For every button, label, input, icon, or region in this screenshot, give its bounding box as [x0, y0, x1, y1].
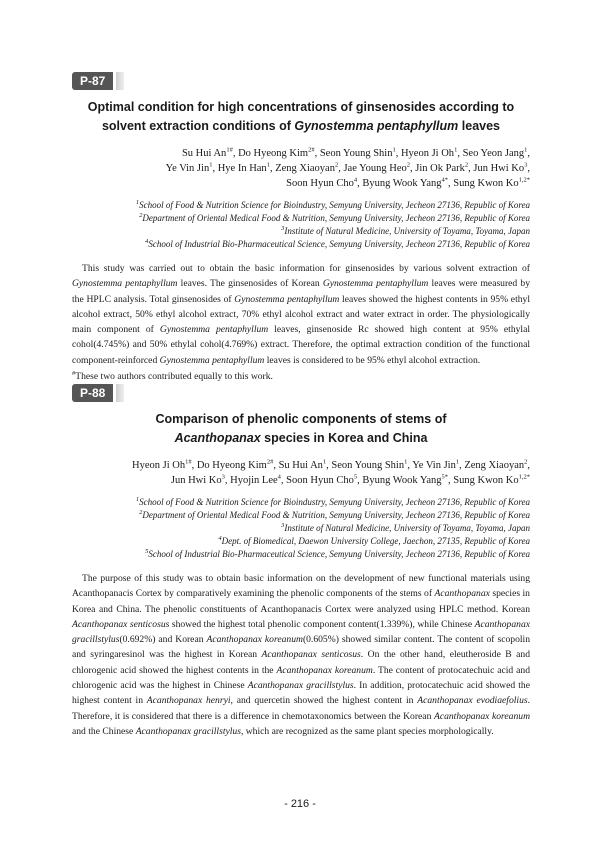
author-affiliation-mark: 3 — [221, 473, 225, 481]
tag-shade — [116, 72, 124, 90]
abstract-title: Comparison of phenolic components of stems of Acanthopanax species in Korea and China — [155, 412, 447, 445]
author-name: Su Hui An — [278, 460, 323, 471]
author-name: Hyeon Ji Oh — [131, 460, 186, 471]
author-affiliation-mark: 4 — [277, 473, 281, 481]
author-name: Jun Hwi Ko — [473, 163, 525, 174]
equal-contribution-note: #These two authors contributed equally to this work. — [72, 369, 273, 383]
author-name: Byung Wook Yang — [362, 178, 442, 189]
author-name: Seo Yeon Jang — [462, 148, 525, 159]
affiliation-line: $^1$School of Food & Nutrition Science for Bioindustry, Semyung University, Jecheon 27136, Republic of Korea — [135, 496, 530, 507]
abstract-body: This study was carried out to obtain the basic information for ginsenosides by various solvent extraction of Gynostemma pentaphyllum leaves. The ginsenosides of Korean Gynostemma pentaphyllum leaves were measured by the HPLC analysis. Total ginsenosides of Gynostemma pentaphyllum leaves showed the highest contents in 95% ethyl alcohol extract, 50% ethyl alcohol extract, 70% ethyl alcohol extract and water extract in order. The physiologically main component of Gynostemma pentaphyllum leaves, ginsenoside Rc showed high content at 95% ethylal cohol(4.745%) and 50% ethylal cohol(4.769%) extract. Therefore, the optimal extraction condition of the functional component-reinforced Gynostemma pentaphyllum leaves is considered to be 95% ethyl alcohol extraction. — [72, 263, 531, 366]
author-affiliation-mark: 2# — [308, 146, 315, 154]
affiliation-line: $^4$Dept. of Biomedical, Daewon University College, Jaechon, 27135, Republic of Korea — [218, 535, 530, 546]
author-name: Zeng Xiaoyan — [275, 163, 335, 174]
author-affiliation-mark: 2 — [524, 458, 528, 466]
author-name: Soon Hyun Cho — [286, 475, 354, 486]
author-affiliation-mark: 1,2* — [518, 473, 530, 481]
affiliation-line: $^2$Department of Oriental Medical Food & Nutrition, Semyung University, Jecheon 27136, Republic of Korea — [139, 509, 530, 520]
author-affiliation-mark: 1 — [392, 146, 396, 154]
affiliation-line: $^3$Institute of Natural Medicine, University of Toyama, Toyama, Japan — [281, 225, 530, 236]
author-affiliation-mark: 5 — [353, 473, 358, 481]
abstract-p87 — [72, 72, 530, 384]
affiliation-line: $^2$Department of Oriental Medical Food & Nutrition, Semyung University, Jecheon 27136, Republic of Korea — [139, 212, 530, 223]
author-affiliation-mark: 3 — [524, 161, 528, 169]
author-name: Ye Vin Jin — [165, 163, 210, 174]
author-name: Byung Wook Yang — [362, 475, 442, 486]
author-name: Jin Ok Park — [415, 163, 465, 174]
page-number: - 216 - — [284, 798, 316, 810]
author-affiliation-mark: 1# — [226, 146, 233, 154]
abstract-body: The purpose of this study was to obtain basic information on the development of new functional materials using Acanthopanacis Cortex by comparatively examining the phenolic components of the stems of Acanthopanax species in Korea and China. The phenolic constituents of Acanthopanacis Cortex were analyzed using HPLC method. Korean Acanthopanax senticosus showed the highest total phenolic component content(1.339%), while Chinese Acanthopanax gracillstylus(0.692%) and Korean Acanthopanax koreanum(0.605%) showed similar content. The content of scopolin and syringaresinol was the highest in Korean Acanthopanax senticosus. On the other hand, eleutheroside B and chlorogenic acid showed the highest contents in the Acanthopanax koreanum. The content of protocatechuic acid and chlorogenic acid was the highest in Chinese Acanthopanax gracillstylus. In addition, protocatechuic acid showed the highest content in Acanthopanax henryi, and quercetin showed the highest content in Acanthopanax evodiaefolius. Therefore, it is considered that there is a difference in chemotaxonomics between the Korean Acanthopanax koreanum and the Chinese Acanthopanax gracillstylus, which are recognized as the same plant species morphologically. — [72, 573, 531, 737]
affiliation-line: $^4$School of Industrial Bio-Pharmaceutical Science, Semyung University, Jecheon 27136, Republic of Korea — [145, 238, 530, 249]
author-affiliation-mark: 2 — [464, 161, 469, 169]
author-name: Hye In Han — [217, 163, 267, 174]
affiliation-list — [72, 496, 530, 561]
author-affiliation-mark: 4 — [353, 176, 358, 184]
author-name: Ye Vin Jin — [412, 460, 456, 471]
author-name: Zeng Xiaoyan — [464, 460, 525, 471]
author-affiliation-mark: 5* — [441, 473, 449, 481]
affiliation-line: $^3$Institute of Natural Medicine, University of Toyama, Toyama, Japan — [281, 522, 530, 533]
author-name: Hyeon Ji Oh — [400, 148, 455, 159]
author-affiliation-mark: 1 — [322, 458, 327, 466]
author-name: Do Hyeong Kim — [196, 460, 267, 471]
author-list: Hyeon Ji $Oh^{1\#}$, Do Hyeong Kim$^{2\#}$, Su Hui An$^1$, Seon Young Shin$^1$, Ye Vin Jin$^1$, Zeng Xiaoyan$^2$, Jun Hwi Ko$^3$, Hyojin Lee$^4$, Soon Hyun Cho$^5$, Byung Wook Yang$^{5*}$, Sung Kwon $Ko^{1,2*}$ — [131, 458, 530, 486]
abstract-p88 — [72, 384, 530, 739]
abstract-tag — [72, 384, 152, 402]
author-affiliation-mark: 2 — [334, 161, 339, 169]
author-affiliation-mark: 2 — [406, 161, 411, 169]
author-affiliation-mark: 4* — [441, 176, 449, 184]
author-name: Seon Young Shin — [331, 460, 405, 471]
affiliation-line: $^1$School of Food & Nutrition Science for Bioindustry, Semyung University, Jecheon 27136, Republic of Korea — [135, 199, 530, 210]
author-affiliation-mark: 1 — [266, 161, 270, 169]
author-name: Hyojin Lee — [230, 475, 278, 486]
author-name: Do Hyeong Kim — [238, 148, 309, 159]
author-affiliation-mark: 1 — [209, 161, 213, 169]
tag-label: P-88 — [72, 384, 113, 402]
author-affiliation-mark: 1 — [454, 146, 458, 154]
author-list: Su Hui $An^{1\#}$, Do Hyeong Kim$^{2\#}$, Seon Young Shin$^1$, Hyeon Ji Oh$^1$, Seo Yeon Jang$^1$, Ye Vin Jin$^1$, Hye In Han$^1$, Zeng Xiaoyan$^2$, Jae Young Heo$^2$, Jin Ok Park$^2$, Jun Hwi Ko$^3$, Soon Hyun Cho$^4$, Byung Wook Yang$^{4*}$, Sung Kwon $Ko^{1,2*}$ — [165, 146, 530, 189]
author-affiliation-mark: 1,2* — [518, 176, 530, 184]
author-name: Su Hui An — [181, 148, 227, 159]
author-name: Jun Hwi Ko — [170, 475, 222, 486]
tag-shade — [116, 384, 124, 402]
author-name: Sung Kwon Ko — [453, 475, 519, 486]
author-affiliation-mark: 1 — [455, 458, 460, 466]
author-affiliation-mark: 2# — [266, 458, 274, 466]
author-name: Soon Hyun Cho — [286, 178, 354, 189]
tag-label: P-87 — [72, 72, 113, 90]
abstract-tag — [72, 72, 152, 90]
author-name: Jae Young Heo — [343, 163, 407, 174]
author-name: Sung Kwon Ko — [453, 178, 519, 189]
affiliation-line: $^5$School of Industrial Bio-Pharmaceutical Science, Semyung University, Jecheon 27136, Republic of Korea — [145, 548, 530, 559]
abstract-title: Optimal condition for high concentrations of ginsenosides according to solvent extraction conditions of Gynostemma pentaphyllum leaves — [87, 100, 515, 133]
affiliation-list — [72, 199, 530, 251]
author-affiliation-mark: 1# — [185, 458, 192, 466]
author-affiliation-mark: 1 — [524, 146, 528, 154]
author-name: Seon Young Shin — [319, 148, 393, 159]
author-affiliation-mark: 1 — [404, 458, 408, 466]
